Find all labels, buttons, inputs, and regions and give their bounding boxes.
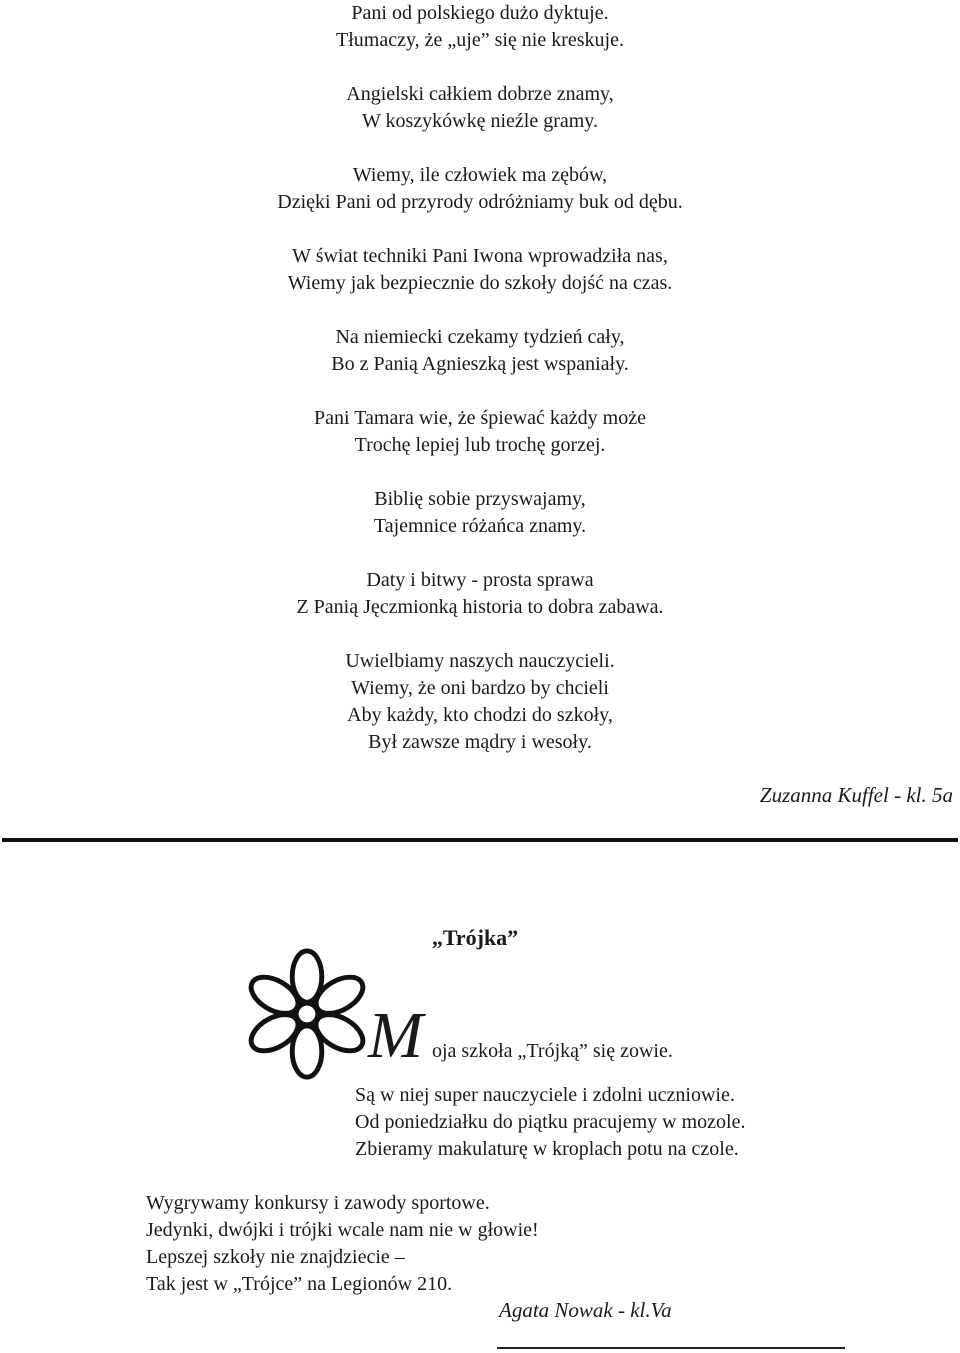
poem-line: Pani Tamara wie, że śpiewać każdy może — [314, 407, 646, 429]
poem-line: Są w niej super nauczyciele i zdolni uczniowie. — [355, 1084, 735, 1106]
poem-line: Daty i bitwy - prosta sprawa — [366, 569, 594, 591]
flower-icon — [238, 945, 376, 1083]
poem-line: Dzięki Pani od przyrody odróżniamy buk od dębu. — [277, 191, 683, 213]
poem-line: Pani od polskiego dużo dyktuje. — [351, 2, 609, 24]
author-signature: Zuzanna Kuffel - kl. 5a — [759, 783, 953, 807]
poem-line: oja szkoła „Trójką” się zowie. — [432, 1040, 673, 1062]
stanza — [0, 486, 960, 540]
poem-line: Jedynki, dwójki i trójki wcale nam nie w głowie! — [146, 1219, 539, 1241]
poem-line: Wiemy, ile człowiek ma zębów, — [352, 164, 608, 186]
poem-line: Tak jest w „Trójce” na Legionów 210. — [146, 1273, 453, 1295]
stanza — [0, 567, 960, 621]
poem-line: Uwielbiamy naszych nauczycieli. — [345, 650, 615, 672]
poem-line: Z Panią Jęczmionką historia to dobra zabawa. — [296, 596, 664, 618]
poem-line: Trochę lepiej lub trochę gorzej. — [354, 434, 606, 456]
poem-title: „Trójka” — [431, 925, 519, 950]
poem-line: Zbieramy makulaturę w kroplach potu na czole. — [355, 1138, 739, 1160]
poem-line: Był zawsze mądry i wesoły. — [368, 731, 592, 753]
poem-line: Tajemnice różańca znamy. — [373, 515, 587, 537]
section-divider — [2, 838, 958, 842]
author-signature: Agata Nowak - kl.Va — [499, 1298, 672, 1322]
poem-line: Od poniedziałku do piątku pracujemy w mozole. — [355, 1111, 746, 1133]
poem-line: Tłumaczy, że „uje” się nie kreskuje. — [335, 29, 624, 51]
poem-line: Aby każdy, kto chodzi do szkoły, — [347, 704, 613, 726]
drop-cap: M — [368, 999, 423, 1072]
stanza — [0, 162, 960, 216]
poem-line: Biblię sobie przyswajamy, — [374, 488, 586, 510]
poem-line: Na niemiecki czekamy tydzień cały, — [335, 326, 625, 348]
poem-line: W koszykówkę nieźle gramy. — [361, 110, 599, 132]
poem-line: Wiemy, że oni bardzo by chcieli — [351, 677, 609, 699]
poem-two-indented — [355, 1082, 745, 1163]
stanza — [0, 648, 960, 756]
stanza — [0, 243, 960, 297]
poem-line: Lepszej szkoły nie znajdziecie – — [146, 1246, 405, 1268]
poem-line: W świat techniki Pani Iwona wprowadziła nas, — [292, 245, 668, 267]
stanza — [0, 81, 960, 135]
stanza — [0, 405, 960, 459]
poem-line: Bo z Panią Agnieszką jest wspaniały. — [331, 353, 629, 375]
signature-underline — [497, 1347, 845, 1349]
poem-line: Wiemy jak bezpiecznie do szkoły dojść na czas. — [287, 272, 673, 294]
stanza — [0, 324, 960, 378]
stanza — [0, 0, 960, 54]
poem-line: Wygrywamy konkursy i zawody sportowe. — [146, 1192, 490, 1214]
poem-two-left — [146, 1190, 539, 1298]
poem-line: Angielski całkiem dobrze znamy, — [346, 83, 614, 105]
